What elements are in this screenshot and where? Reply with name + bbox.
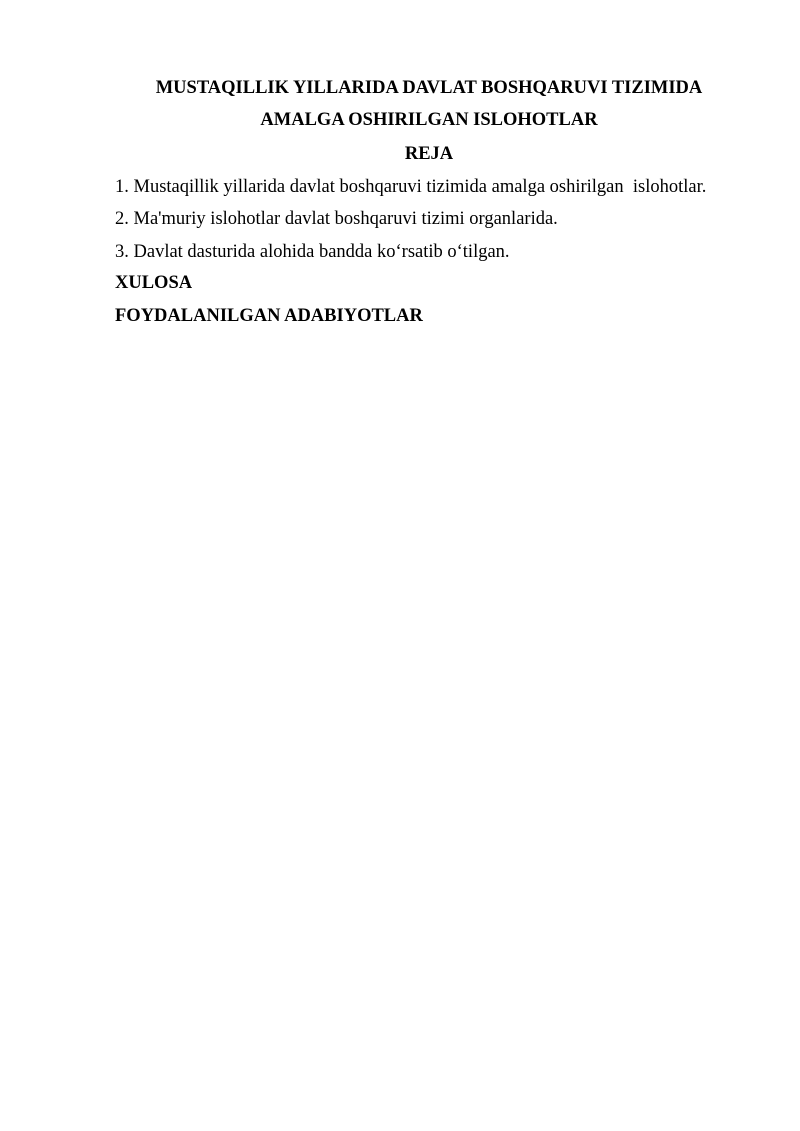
plan-item-1: 1. Mustaqillik yillarida davlat boshqaruvi tizimida amalga oshirilgan islohotlar. (115, 177, 707, 197)
plan-item-2: 2. Ma'muriy islohotlar davlat boshqaruvi tizimi organlarida. (115, 209, 558, 229)
plan-heading: REJA (404, 144, 454, 164)
document-title-line-1: MUSTAQILLIK YILLARIDA DAVLAT BOSHQARUVI TIZIMIDA (155, 78, 703, 98)
conclusion-heading: XULOSA (115, 273, 193, 293)
document-title-line-2: AMALGA OSHIRILGAN ISLOHOTLAR (260, 110, 598, 130)
references-heading: FOYDALANILGAN ADABIYOTLAR (115, 306, 423, 326)
plan-item-3: 3. Davlat dasturida alohida bandda ko‘rsatib o‘tilgan. (115, 242, 510, 262)
